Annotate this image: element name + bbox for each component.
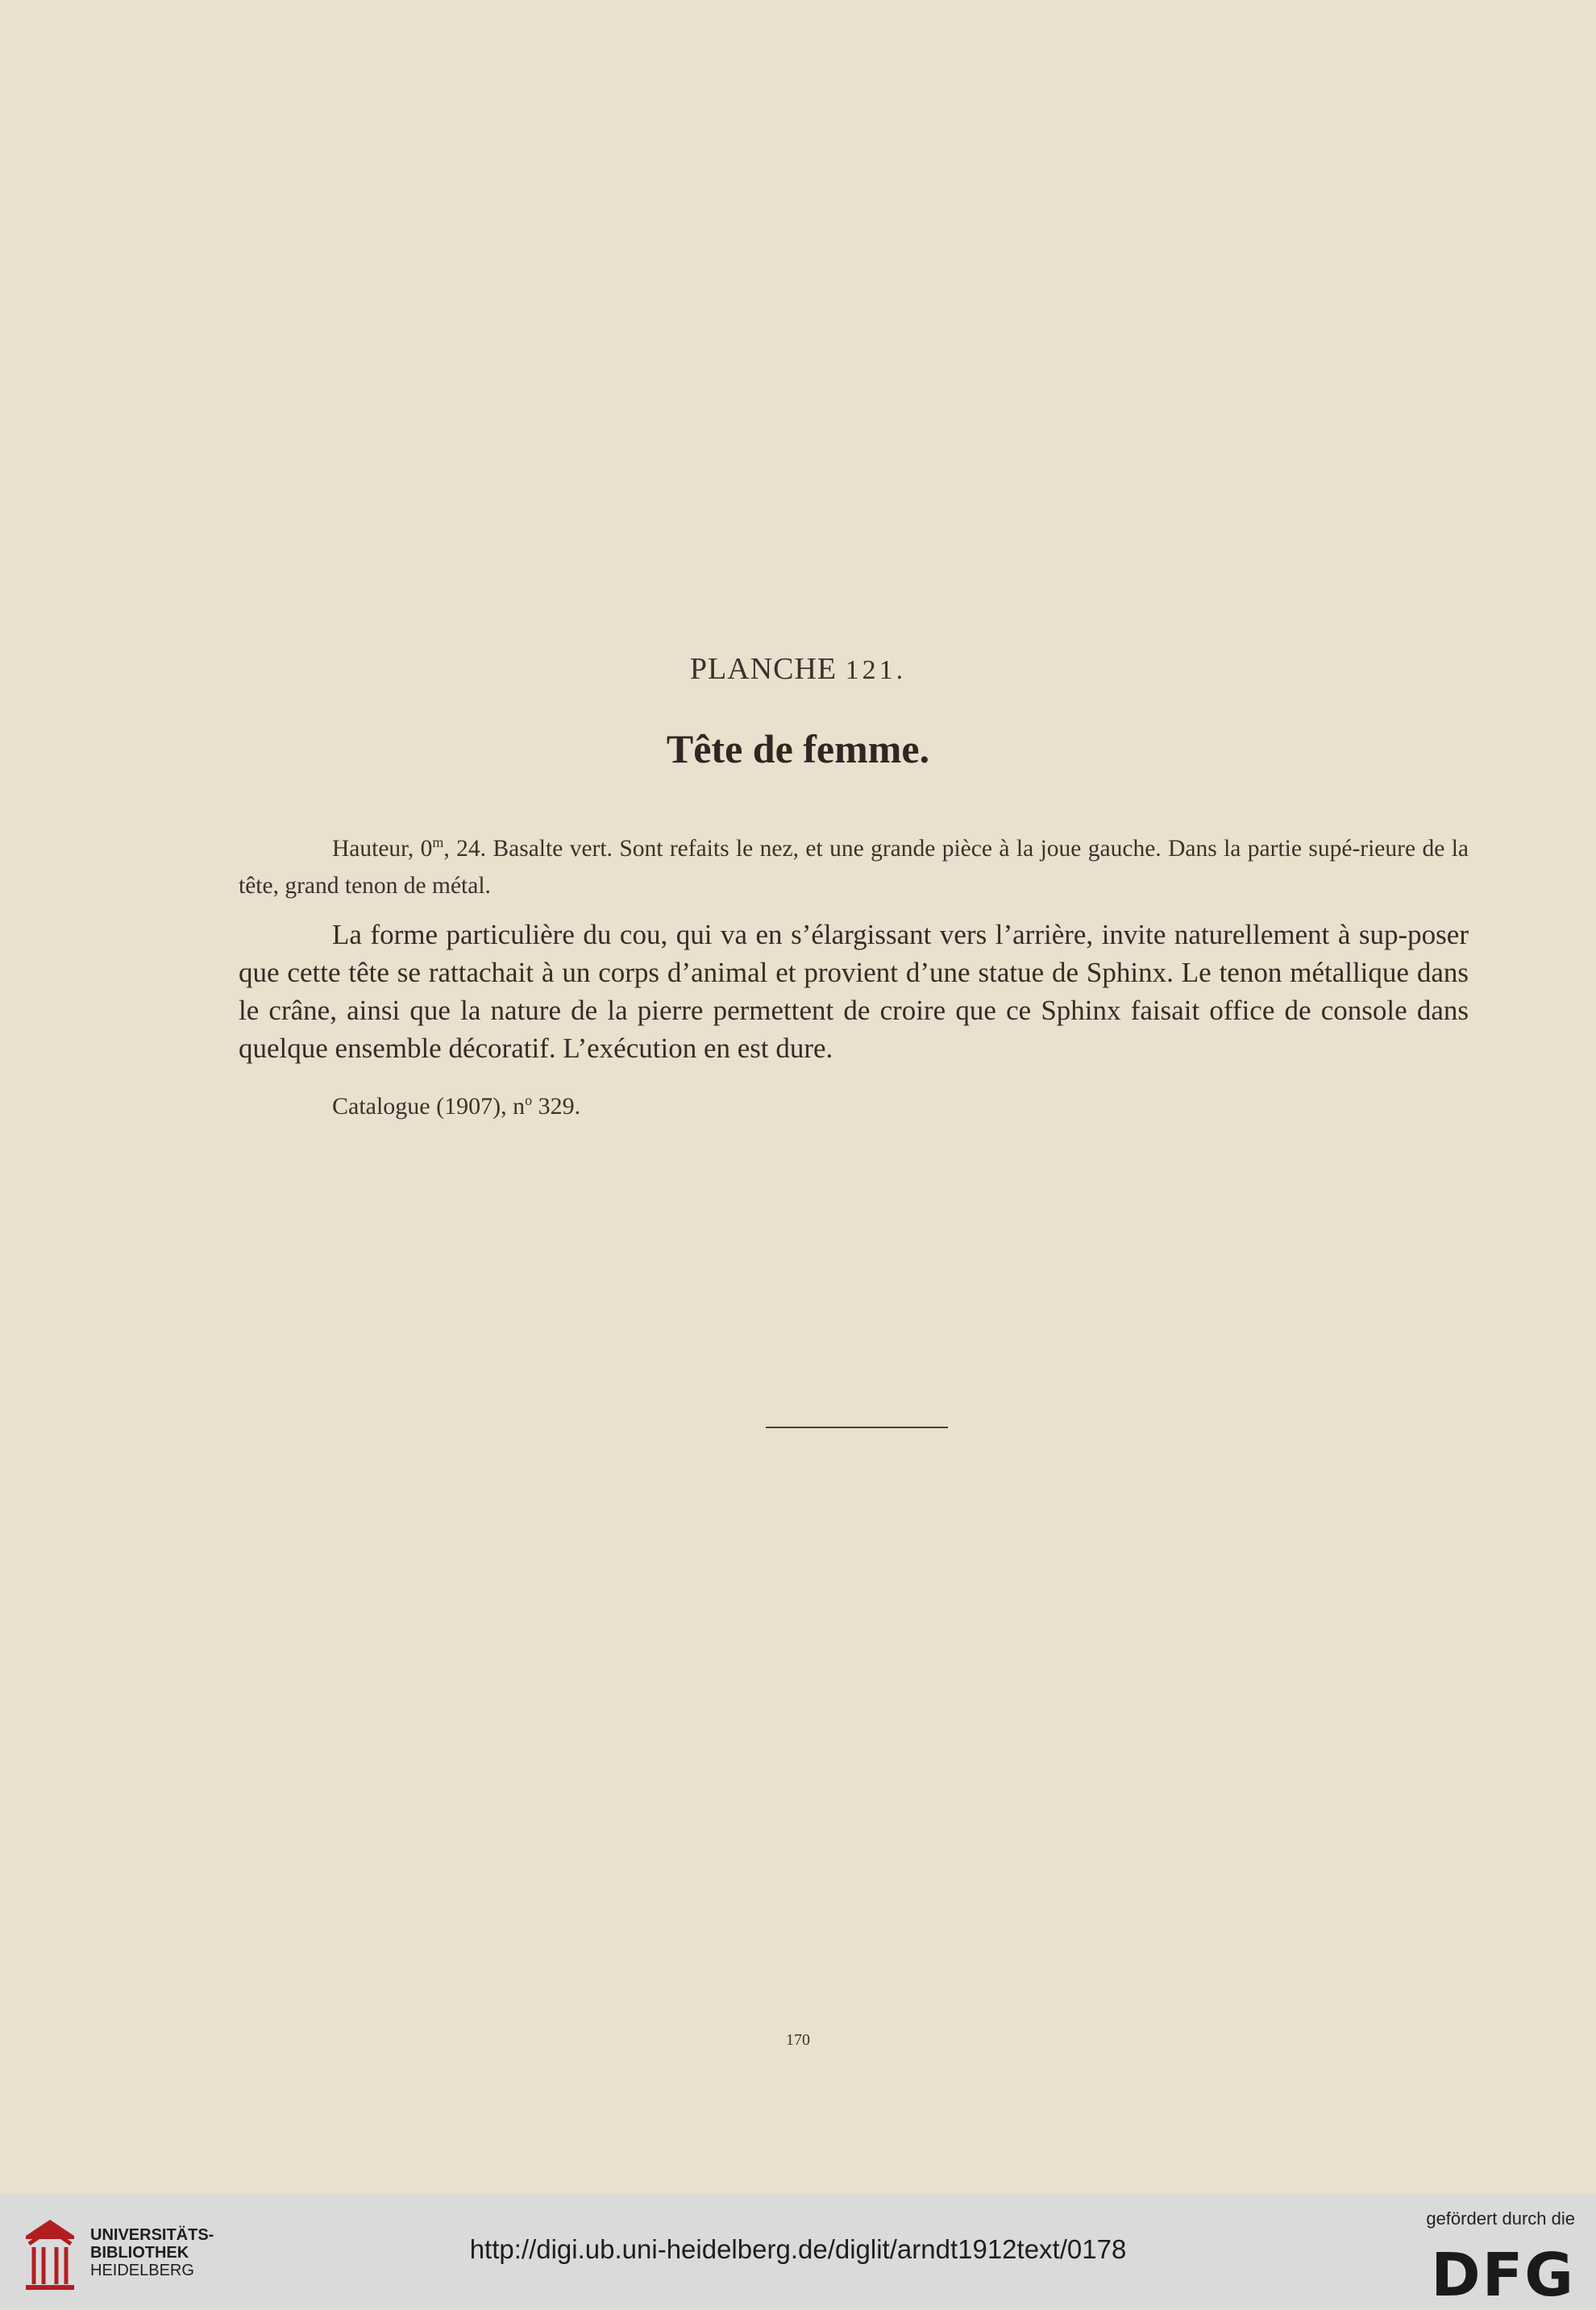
- section-divider: [766, 1427, 948, 1428]
- page-heading: Tête de femme.: [666, 726, 930, 771]
- plate-label: PLANCHE: [689, 652, 837, 686]
- library-name-line-2: BIBLIOTHEK: [90, 2244, 189, 2262]
- description-superscript: m: [432, 834, 444, 851]
- dfg-logo[interactable]: DFG: [1431, 2241, 1575, 2310]
- plate-title: [0, 651, 1596, 687]
- page-number: 170: [786, 2031, 810, 2049]
- footer-bar: [0, 2194, 1596, 2309]
- description-text-end: , 24. Basalte vert. Sont refaits le nez, et une grande pièce à la joue gauche. Dans la partie supé-rieure de la tête, grand tenon de métal.: [239, 836, 1469, 899]
- body-paragraph: La forme particulière du cou, qui va en s’élargissant vers l’arrière, invite naturellement à sup-poser que cette tête se rattachait à un corps d’animal et provient d’une statue de Sphinx. Le tenon métallique dans le crâne, ainsi que la nature de la pierre permettent de croire que ce Sphinx faisait office de console dans quelque ensemble décoratif. L’exécution en est dure.: [239, 919, 1469, 1064]
- catalogue-text-end: 329.: [532, 1093, 581, 1120]
- funding-caption: gefördert durch die: [1426, 2208, 1575, 2229]
- permalink-url[interactable]: http://digi.ub.uni-heidelberg.de/diglit/arndt1912text/0178: [469, 2234, 1127, 2264]
- catalogue-reference: [332, 1093, 580, 1120]
- description-text-start: Hauteur, 0: [332, 836, 433, 862]
- catalogue-text-start: Catalogue (1907), n: [332, 1093, 526, 1120]
- object-description: [239, 830, 1469, 904]
- catalogue-superscript: o: [525, 1092, 533, 1108]
- plate-number: 121.: [845, 655, 907, 685]
- library-name-line-1: UNIVERSITÄTS-: [90, 2226, 214, 2244]
- library-name-line-3: HEIDELBERG: [90, 2262, 194, 2279]
